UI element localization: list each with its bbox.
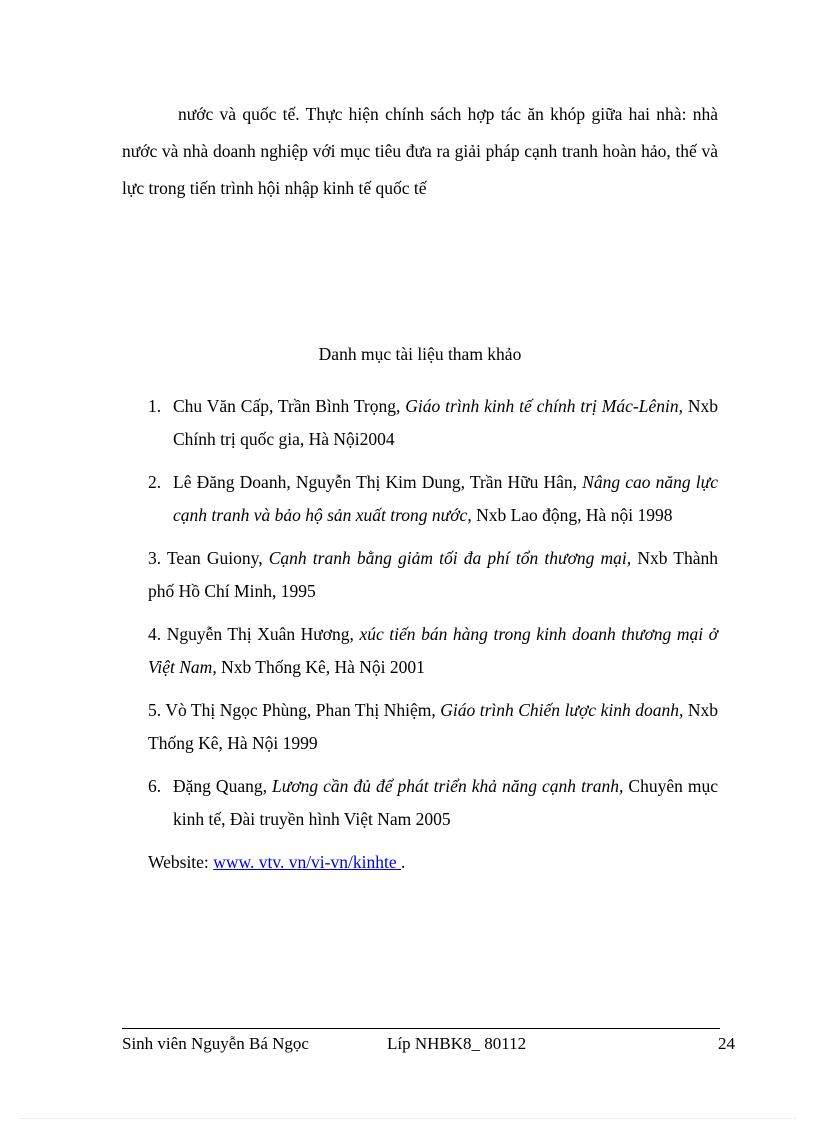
page-bottom-border bbox=[20, 1118, 796, 1119]
footer-student-name: Sinh viên Nguyễn Bá Ngọc bbox=[122, 1034, 309, 1053]
reference-title: Lương cần đủ để phát triển khả năng cạnh tranh, bbox=[272, 776, 624, 796]
reference-number: 2. bbox=[148, 472, 162, 492]
reference-authors: Chu Văn Cấp, Trần Bình Trọng, bbox=[173, 396, 406, 416]
reference-number: 6. bbox=[148, 776, 162, 796]
reference-authors: Tean Guiony, bbox=[166, 548, 269, 568]
reference-authors: Nguyễn Thị Xuân Hương, bbox=[166, 624, 360, 644]
footer-divider bbox=[122, 1028, 720, 1029]
reference-publisher: Chuyên mục kinh tế, Đài truyền hình Việt Nam 2005 bbox=[173, 776, 718, 829]
reference-title: Giáo trình Chiến lược kinh doanh, bbox=[440, 700, 684, 720]
reference-item bbox=[148, 466, 718, 532]
body-paragraph-text: nước và quốc tế. Thực hiện chính sách hợp tác ăn khóp giữa hai nhà: nhà nước và nhà doanh nghiệp với mục tiêu đưa ra giải pháp cạnh tranh hoàn hảo, thế và lực trong tiến trình hội nhập kinh tế quốc tế bbox=[122, 104, 718, 198]
website-label: Website: bbox=[148, 852, 214, 872]
reference-authors: Đặng Quang, bbox=[173, 776, 272, 796]
footer-class: Líp NHBK8_ 80112 bbox=[387, 1034, 527, 1053]
reference-publisher: Nxb Thống Kê, Hà Nội 1999 bbox=[148, 700, 718, 753]
reference-title: Cạnh tranh bằng giảm tối đa phí tổn thương mại, bbox=[268, 548, 632, 568]
website-link[interactable]: www. vtv. vn/vi-vn/kinhte bbox=[213, 852, 401, 872]
body-paragraph bbox=[122, 96, 718, 207]
reference-item bbox=[148, 542, 718, 608]
reference-title: xúc tiến bán hàng trong kinh doanh thương mại ở Việt Nam, bbox=[148, 624, 718, 677]
website-suffix: . bbox=[400, 852, 406, 872]
reference-title: Nâng cao năng lực cạnh tranh và bảo hộ sản xuất trong nước, bbox=[173, 472, 718, 525]
reference-item bbox=[148, 770, 718, 836]
reference-item bbox=[148, 618, 718, 684]
reference-publisher: Nxb Thống Kê, Hà Nội 2001 bbox=[216, 657, 425, 677]
reference-publisher: Nxb Thành phố Hồ Chí Minh, 1995 bbox=[148, 548, 718, 601]
references-title: Danh mục tài liệu tham khảo bbox=[318, 344, 522, 364]
reference-publisher: Nxb Chính trị quốc gia, Hà Nội2004 bbox=[173, 396, 718, 449]
reference-title: Giáo trình kinh tế chính trị Mác-Lênin, bbox=[405, 396, 683, 416]
reference-number: 3. bbox=[148, 548, 162, 568]
reference-number: 4. bbox=[148, 624, 162, 644]
reference-item bbox=[148, 694, 718, 760]
page-number: 24 bbox=[718, 1034, 735, 1053]
website-reference bbox=[148, 846, 718, 879]
reference-number: 1. bbox=[148, 396, 162, 416]
reference-publisher: Nxb Lao động, Hà nội 1998 bbox=[471, 505, 673, 525]
reference-item bbox=[148, 390, 718, 456]
reference-number: 5. bbox=[148, 700, 162, 720]
references-list bbox=[148, 390, 718, 889]
reference-authors: Vò Thị Ngọc Phùng, Phan Thị Nhiệm, bbox=[165, 700, 441, 720]
reference-authors: Lê Đăng Doanh, Nguyễn Thị Kim Dung, Trần Hữu Hân, bbox=[173, 472, 583, 492]
